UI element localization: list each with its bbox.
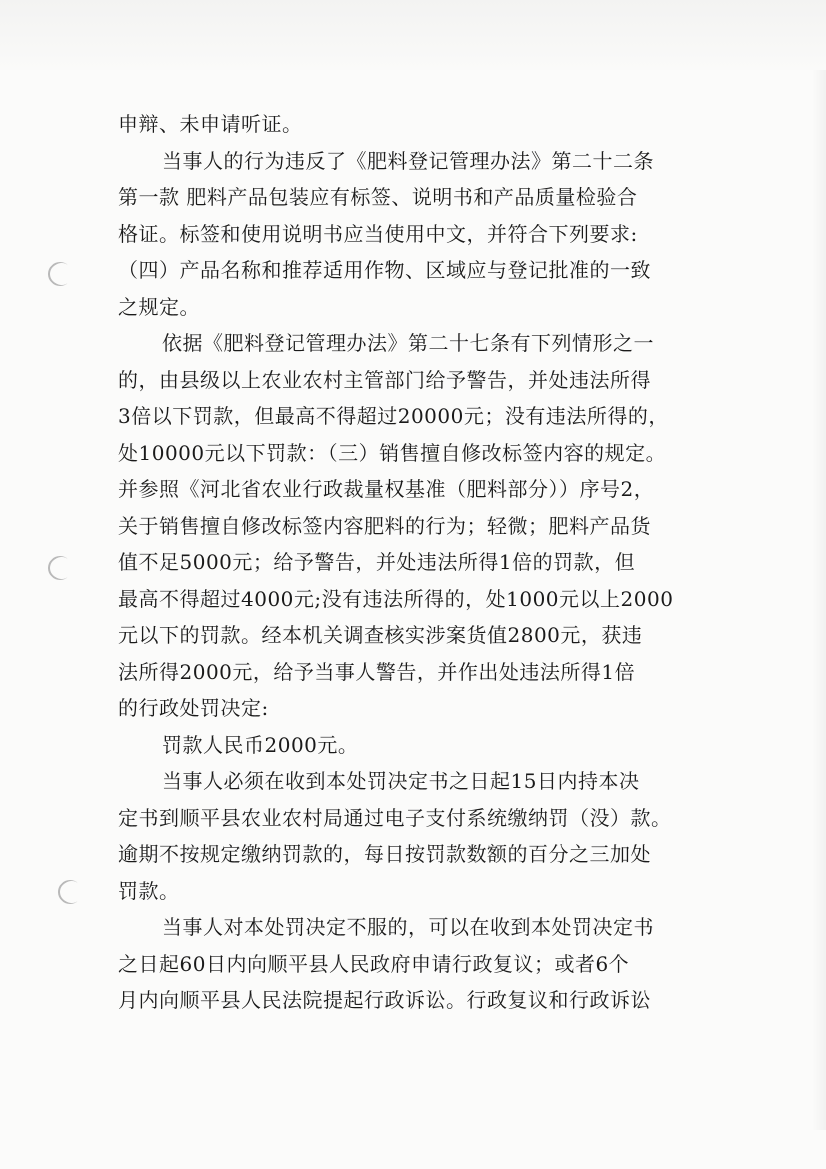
text-line: 罚款人民币2000元。: [162, 732, 359, 757]
text-line: 当事人必须在收到本处罚决定书之日起15日内持本决: [162, 769, 640, 793]
text-line: 最高不得超过4000元;没有违法所得的，处1000元以上2000: [118, 586, 674, 611]
scan-edge-shadow: [812, 70, 826, 1130]
text-line: 处10000元以下罚款：（三）销售擅自修改标签内容的规定。: [118, 440, 667, 465]
text-line: 格证。标签和使用说明书应当使用中文，并符合下列要求:: [118, 221, 638, 246]
text-line: 关于销售擅自修改标签内容肥料的行为；轻微；肥料产品货: [118, 513, 651, 538]
text-line: 罚款。: [118, 878, 180, 903]
text-line: （四）产品名称和推荐适用作物、区域应与登记批准的一致: [118, 258, 651, 282]
text-line: 之日起60日内向顺平县人民政府申请行政复议；或者6个: [118, 951, 630, 976]
text-line: 第一款 肥料产品包装应有标签、说明书和产品质量检验合: [118, 185, 638, 209]
text-line: 并参照《河北省农业行政裁量权基准（肥料部分））序号2，: [118, 477, 655, 501]
text-line: 申辩、未申请听证。: [118, 112, 303, 136]
punch-hole-mark-middle: [43, 551, 77, 585]
text-line: 定书到顺平县农业农村局通过电子支付系统缴纳罚（没）款。: [118, 805, 672, 830]
text-line: 元以下的罚款。经本机关调查核实涉案货值2800元，获违: [118, 623, 643, 647]
text-line: 当事人对本处罚决定不服的，可以在收到本处罚决定书: [162, 915, 654, 939]
punch-hole-mark-top: [43, 257, 77, 291]
punch-hole-mark-bottom: [53, 875, 87, 909]
text-line: 依据《肥料登记管理办法》第二十七条有下列情形之一: [162, 331, 654, 355]
text-line: 月内向顺平县人民法院提起行政诉讼。行政复议和行政诉讼: [118, 988, 651, 1012]
text-line: 逾期不按规定缴纳罚款的，每日按罚款数额的百分之三加处: [118, 842, 651, 866]
text-line: 法所得2000元，给予当事人警告，并作出处违法所得1倍: [118, 659, 636, 684]
text-line: 3倍以下罚款，但最高不得超过20000元；没有违法所得的，: [118, 404, 669, 428]
text-line: 的行政处罚决定:: [118, 696, 269, 720]
text-line: 值不足5000元；给予警告，并处违法所得1倍的罚款，但: [118, 550, 636, 574]
text-line: 的，由县级以上农业农村主管部门给予警告，并处违法所得: [118, 367, 651, 392]
text-line: 当事人的行为违反了《肥料登记管理办法》第二十二条: [162, 148, 654, 173]
document-body: [118, 106, 718, 1019]
text-line: 之规定。: [118, 294, 200, 319]
scan-top-band: [0, 0, 826, 70]
